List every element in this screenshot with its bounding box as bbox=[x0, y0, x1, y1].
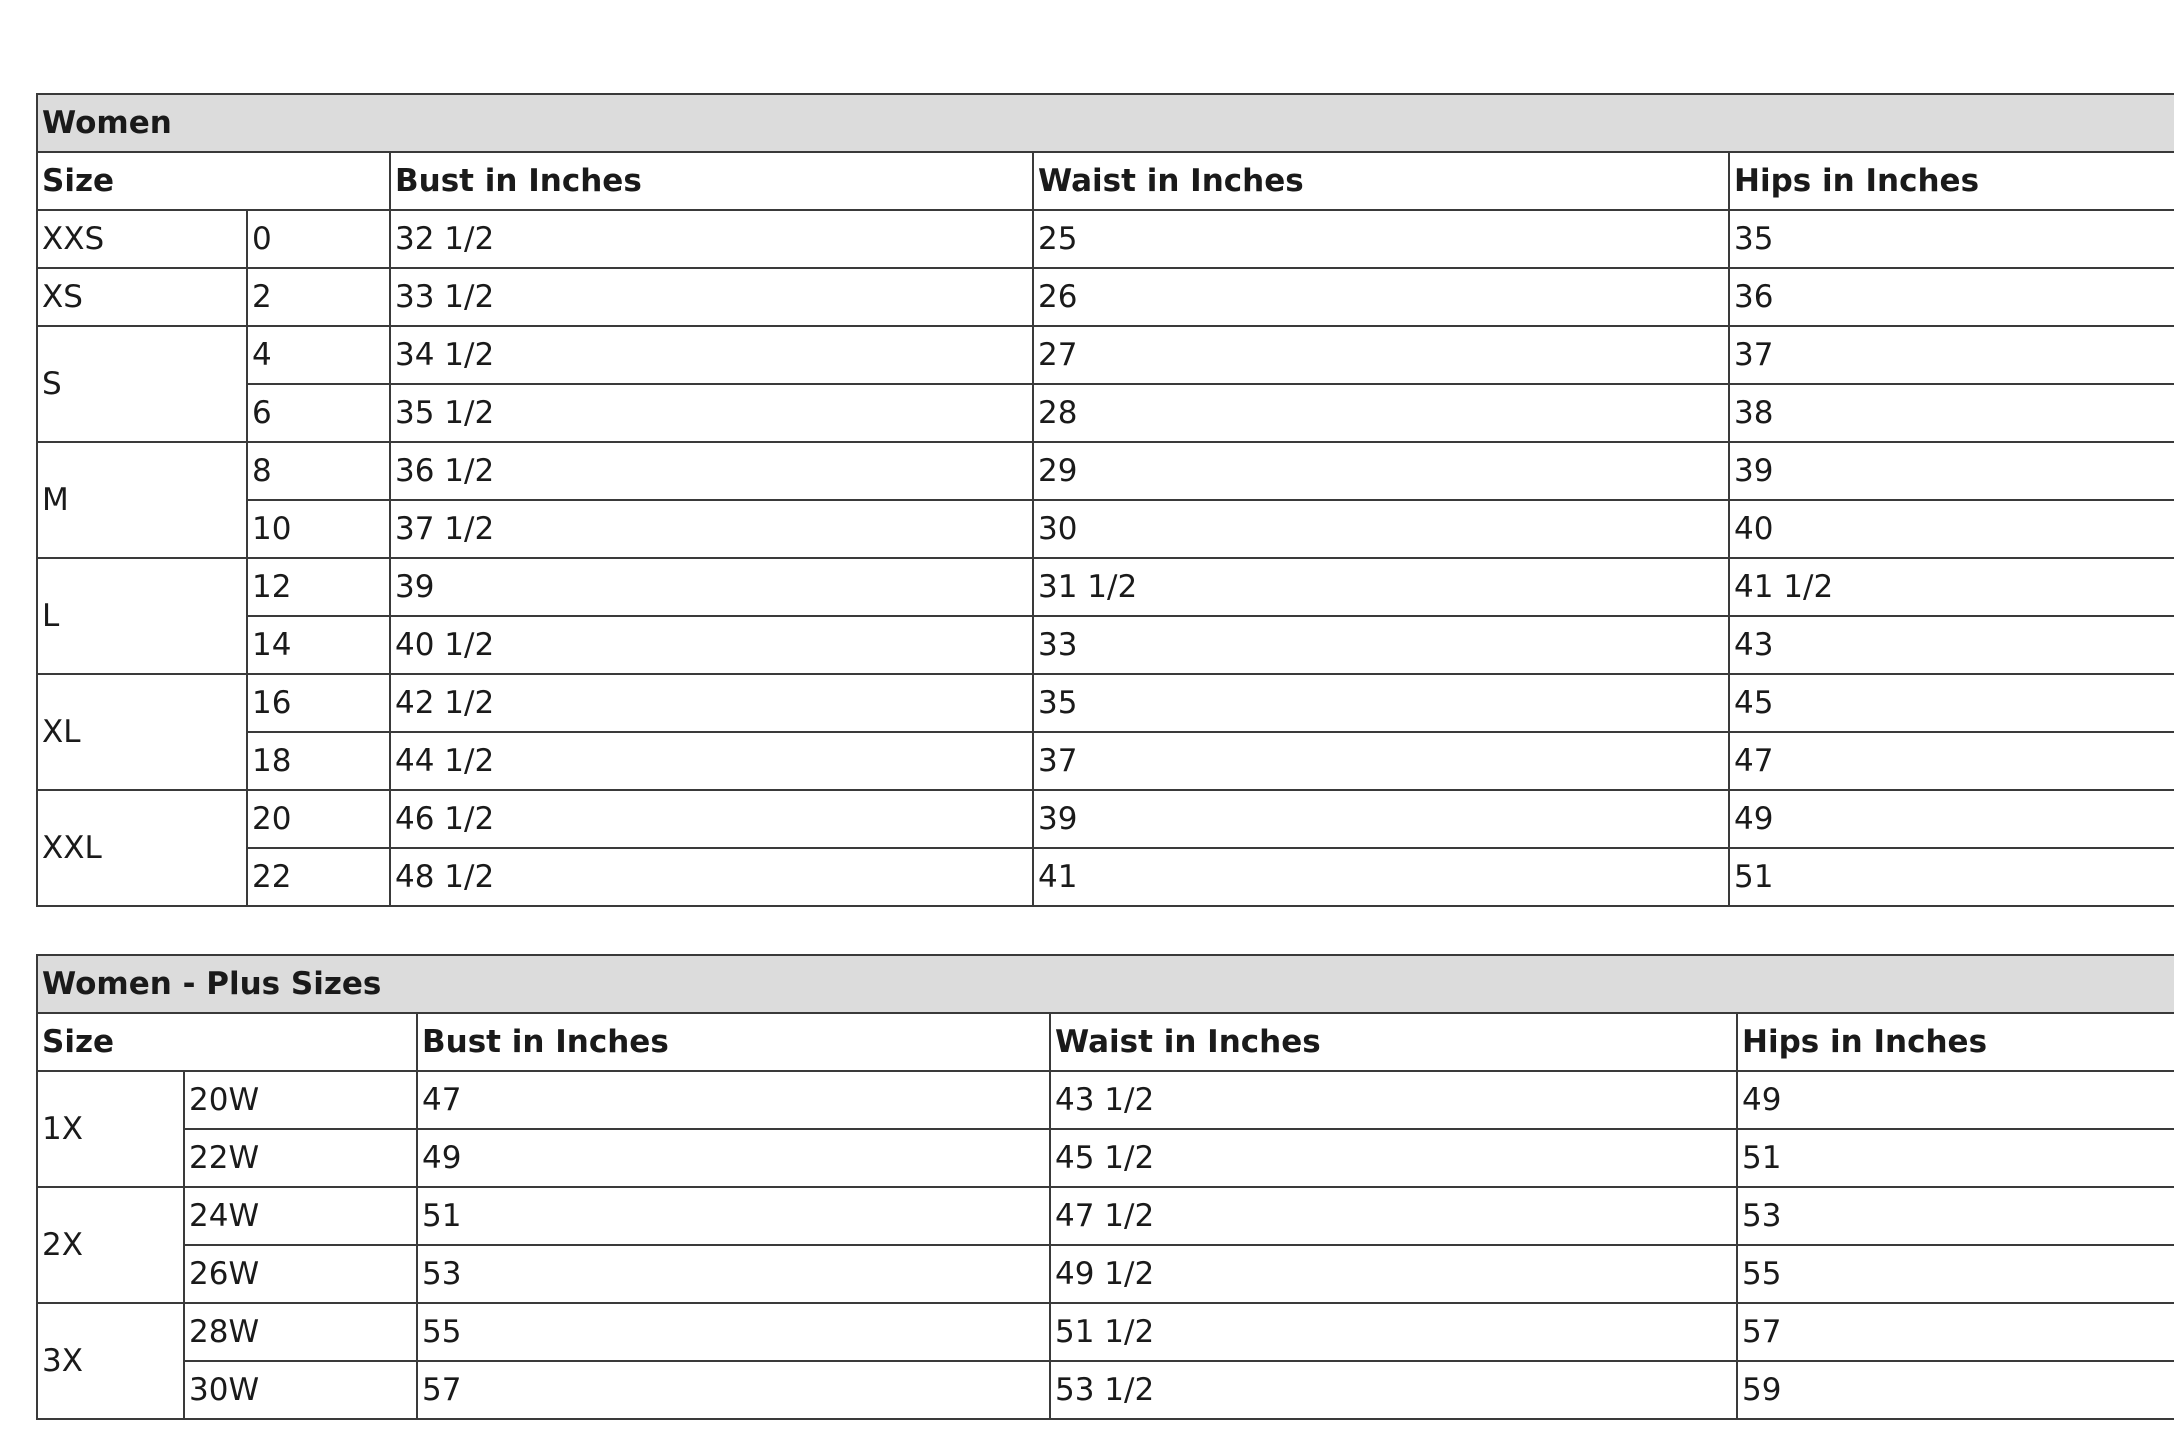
bust-cell: 46 1/2 bbox=[390, 790, 1033, 848]
numeric-size-cell: 12 bbox=[247, 558, 390, 616]
hips-cell: 39 bbox=[1729, 442, 2174, 500]
bust-cell: 36 1/2 bbox=[390, 442, 1033, 500]
table-row bbox=[37, 732, 2174, 790]
bust-cell: 42 1/2 bbox=[390, 674, 1033, 732]
plus-size-table bbox=[36, 954, 2174, 1420]
hips-header: Hips in Inches bbox=[1729, 152, 2174, 210]
hips-cell: 51 bbox=[1737, 1129, 2174, 1187]
numeric-size-cell: 16 bbox=[247, 674, 390, 732]
table-row bbox=[37, 442, 2174, 500]
waist-cell: 49 1/2 bbox=[1050, 1245, 1737, 1303]
bust-cell: 53 bbox=[417, 1245, 1050, 1303]
waist-cell: 41 bbox=[1033, 848, 1729, 906]
numeric-size-cell: 14 bbox=[247, 616, 390, 674]
numeric-size-cell: 4 bbox=[247, 326, 390, 384]
hips-cell: 49 bbox=[1737, 1071, 2174, 1129]
bust-cell: 47 bbox=[417, 1071, 1050, 1129]
waist-cell: 45 1/2 bbox=[1050, 1129, 1737, 1187]
size-header: Size bbox=[37, 1013, 417, 1071]
hips-cell: 53 bbox=[1737, 1187, 2174, 1245]
size-cell: L bbox=[37, 558, 247, 674]
table-row bbox=[37, 848, 2174, 906]
numeric-size-cell: 8 bbox=[247, 442, 390, 500]
table-title: Women bbox=[37, 94, 2174, 152]
waist-cell: 33 bbox=[1033, 616, 1729, 674]
size-cell: XL bbox=[37, 674, 247, 790]
table-row bbox=[37, 384, 2174, 442]
waist-cell: 37 bbox=[1033, 732, 1729, 790]
hips-cell: 41 1/2 bbox=[1729, 558, 2174, 616]
table-title: Women - Plus Sizes bbox=[37, 955, 2174, 1013]
waist-cell: 43 1/2 bbox=[1050, 1071, 1737, 1129]
bust-header: Bust in Inches bbox=[390, 152, 1033, 210]
numeric-size-cell: 0 bbox=[247, 210, 390, 268]
table-row bbox=[37, 1129, 2174, 1187]
numeric-size-cell: 6 bbox=[247, 384, 390, 442]
bust-cell: 33 1/2 bbox=[390, 268, 1033, 326]
table-row bbox=[37, 1303, 2174, 1361]
bust-cell: 48 1/2 bbox=[390, 848, 1033, 906]
table-row bbox=[37, 616, 2174, 674]
numeric-size-cell: 2 bbox=[247, 268, 390, 326]
hips-cell: 38 bbox=[1729, 384, 2174, 442]
bust-cell: 40 1/2 bbox=[390, 616, 1033, 674]
table-row bbox=[37, 268, 2174, 326]
women-size-table bbox=[36, 93, 2174, 907]
table-row bbox=[37, 500, 2174, 558]
numeric-size-cell: 20W bbox=[184, 1071, 417, 1129]
size-cell: XXL bbox=[37, 790, 247, 906]
hips-cell: 36 bbox=[1729, 268, 2174, 326]
waist-cell: 35 bbox=[1033, 674, 1729, 732]
hips-cell: 43 bbox=[1729, 616, 2174, 674]
hips-cell: 51 bbox=[1729, 848, 2174, 906]
waist-header: Waist in Inches bbox=[1050, 1013, 1737, 1071]
table-row bbox=[37, 1245, 2174, 1303]
table-row bbox=[37, 558, 2174, 616]
size-cell: 3X bbox=[37, 1303, 184, 1419]
bust-cell: 37 1/2 bbox=[390, 500, 1033, 558]
table-row bbox=[37, 1187, 2174, 1245]
table-row bbox=[37, 326, 2174, 384]
size-cell: 2X bbox=[37, 1187, 184, 1303]
hips-cell: 35 bbox=[1729, 210, 2174, 268]
hips-cell: 45 bbox=[1729, 674, 2174, 732]
numeric-size-cell: 18 bbox=[247, 732, 390, 790]
bust-cell: 34 1/2 bbox=[390, 326, 1033, 384]
waist-cell: 31 1/2 bbox=[1033, 558, 1729, 616]
hips-cell: 49 bbox=[1729, 790, 2174, 848]
table-header-row bbox=[37, 1013, 2174, 1071]
waist-cell: 27 bbox=[1033, 326, 1729, 384]
waist-cell: 29 bbox=[1033, 442, 1729, 500]
hips-cell: 37 bbox=[1729, 326, 2174, 384]
hips-cell: 57 bbox=[1737, 1303, 2174, 1361]
bust-cell: 51 bbox=[417, 1187, 1050, 1245]
hips-cell: 55 bbox=[1737, 1245, 2174, 1303]
waist-cell: 30 bbox=[1033, 500, 1729, 558]
hips-cell: 47 bbox=[1729, 732, 2174, 790]
bust-cell: 55 bbox=[417, 1303, 1050, 1361]
numeric-size-cell: 10 bbox=[247, 500, 390, 558]
bust-cell: 44 1/2 bbox=[390, 732, 1033, 790]
waist-cell: 47 1/2 bbox=[1050, 1187, 1737, 1245]
table-row bbox=[37, 1361, 2174, 1419]
waist-header: Waist in Inches bbox=[1033, 152, 1729, 210]
size-cell: M bbox=[37, 442, 247, 558]
hips-cell: 59 bbox=[1737, 1361, 2174, 1419]
bust-header: Bust in Inches bbox=[417, 1013, 1050, 1071]
bust-cell: 57 bbox=[417, 1361, 1050, 1419]
waist-cell: 26 bbox=[1033, 268, 1729, 326]
bust-cell: 35 1/2 bbox=[390, 384, 1033, 442]
size-cell: 1X bbox=[37, 1071, 184, 1187]
table-header-row bbox=[37, 152, 2174, 210]
waist-cell: 51 1/2 bbox=[1050, 1303, 1737, 1361]
waist-cell: 39 bbox=[1033, 790, 1729, 848]
size-cell: S bbox=[37, 326, 247, 442]
numeric-size-cell: 20 bbox=[247, 790, 390, 848]
bust-cell: 39 bbox=[390, 558, 1033, 616]
table-row bbox=[37, 674, 2174, 732]
size-header: Size bbox=[37, 152, 390, 210]
table-title-row bbox=[37, 955, 2174, 1013]
numeric-size-cell: 30W bbox=[184, 1361, 417, 1419]
size-cell: XS bbox=[37, 268, 247, 326]
table-row bbox=[37, 1071, 2174, 1129]
size-cell: XXS bbox=[37, 210, 247, 268]
table-row bbox=[37, 210, 2174, 268]
hips-header: Hips in Inches bbox=[1737, 1013, 2174, 1071]
table-row bbox=[37, 790, 2174, 848]
bust-cell: 49 bbox=[417, 1129, 1050, 1187]
waist-cell: 25 bbox=[1033, 210, 1729, 268]
numeric-size-cell: 22W bbox=[184, 1129, 417, 1187]
numeric-size-cell: 24W bbox=[184, 1187, 417, 1245]
numeric-size-cell: 28W bbox=[184, 1303, 417, 1361]
numeric-size-cell: 22 bbox=[247, 848, 390, 906]
waist-cell: 53 1/2 bbox=[1050, 1361, 1737, 1419]
bust-cell: 32 1/2 bbox=[390, 210, 1033, 268]
waist-cell: 28 bbox=[1033, 384, 1729, 442]
numeric-size-cell: 26W bbox=[184, 1245, 417, 1303]
table-title-row bbox=[37, 94, 2174, 152]
hips-cell: 40 bbox=[1729, 500, 2174, 558]
